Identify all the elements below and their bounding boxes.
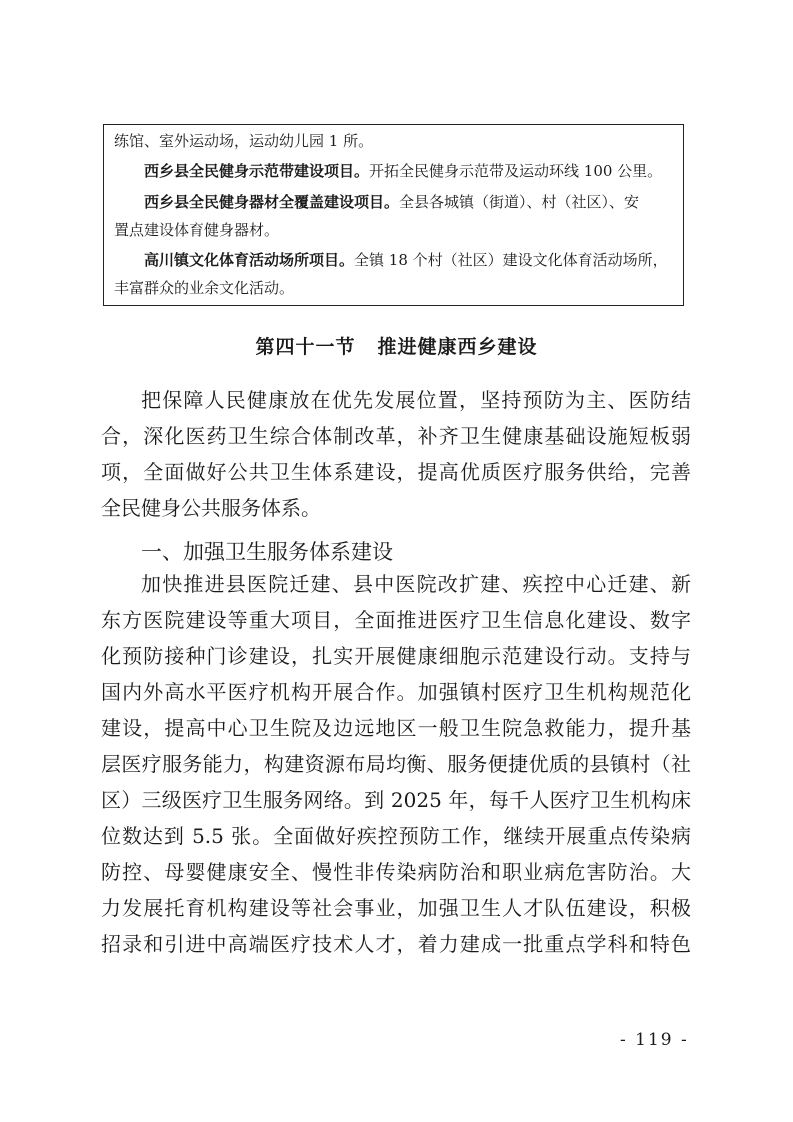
paragraph-line: 区）三级医疗卫生服务网络。到 2025 年，每千人医疗卫生机构床 <box>101 788 691 812</box>
paragraph-line: 力发展托育机构建设等社会事业，加强卫生人才队伍建设，积极 <box>101 896 691 920</box>
section-number: 第四十一节 <box>255 336 356 358</box>
box-line: 置点建设体育健身器材。 <box>114 221 280 239</box>
section-heading <box>0 332 793 359</box>
project-description: 全县各城镇（街道）、村（社区）、安 <box>399 193 640 211</box>
project-title: 高川镇文化体育活动场所项目。 <box>144 251 355 269</box>
paragraph-line: 项，全面做好公共卫生体系建设，提高优质医疗服务供给，完善 <box>101 460 691 484</box>
paragraph-line: 东方医院建设等重大项目，全面推进医疗卫生信息化建设、数字 <box>101 608 691 632</box>
project-description: 全镇 18 个村（社区）建设文化体育活动场所， <box>354 251 668 269</box>
paragraph-line: 国内外高水平医疗机构开展合作。加强镇村医疗卫生机构规范化 <box>101 680 691 704</box>
project-title: 西乡县全民健身器材全覆盖建设项目。 <box>144 193 400 211</box>
box-line <box>114 157 675 185</box>
paragraph-line: 全民健身公共服务体系。 <box>101 496 321 520</box>
project-description: 开拓全民健身示范带及运动环线 100 公里。 <box>369 162 663 180</box>
paragraph-line: 合，深化医药卫生综合体制改革，补齐卫生健康基础设施短板弱 <box>101 424 691 448</box>
intro-paragraph <box>101 382 691 526</box>
paragraph-line: 建设，提高中心卫生院及边远地区一般卫生院急救能力，提升基 <box>101 716 691 740</box>
project-title: 西乡县全民健身示范带建设项目。 <box>144 162 370 180</box>
paragraph-line: 层医疗服务能力，构建资源布局均衡、服务便捷优质的县镇村（社 <box>101 752 691 776</box>
project-list-box <box>103 124 684 306</box>
box-line: 丰富群众的业余文化活动。 <box>114 279 295 297</box>
paragraph-line: 防控、母婴健康安全、慢性非传染病防治和职业病危害防治。大 <box>101 860 691 884</box>
paragraph-line: 把保障人民健康放在优先发展位置，坚持预防为主、医防结 <box>141 388 691 412</box>
paragraph-line: 位数达到 5.5 张。全面做好疾控预防工作，继续开展重点传染病 <box>101 824 691 848</box>
subheading: 一、加强卫生服务体系建设 <box>141 540 393 564</box>
section-title: 推进健康西乡建设 <box>377 336 538 358</box>
paragraph-line: 加快推进县医院迁建、县中医院改扩建、疾控中心迁建、新 <box>141 572 691 596</box>
box-line: 练馆、室外运动场，运动幼儿园 1 所。 <box>114 132 374 150</box>
page-number: - 119 - <box>620 1030 689 1050</box>
box-line <box>114 188 675 216</box>
paragraph-line: 招录和引进中高端医疗技术人才，着力建成一批重点学科和特色 <box>101 932 691 956</box>
paragraph-line: 化预防接种门诊建设，扎实开展健康细胞示范建设行动。支持与 <box>101 644 691 668</box>
box-line <box>114 246 675 274</box>
body-paragraph <box>101 566 691 962</box>
